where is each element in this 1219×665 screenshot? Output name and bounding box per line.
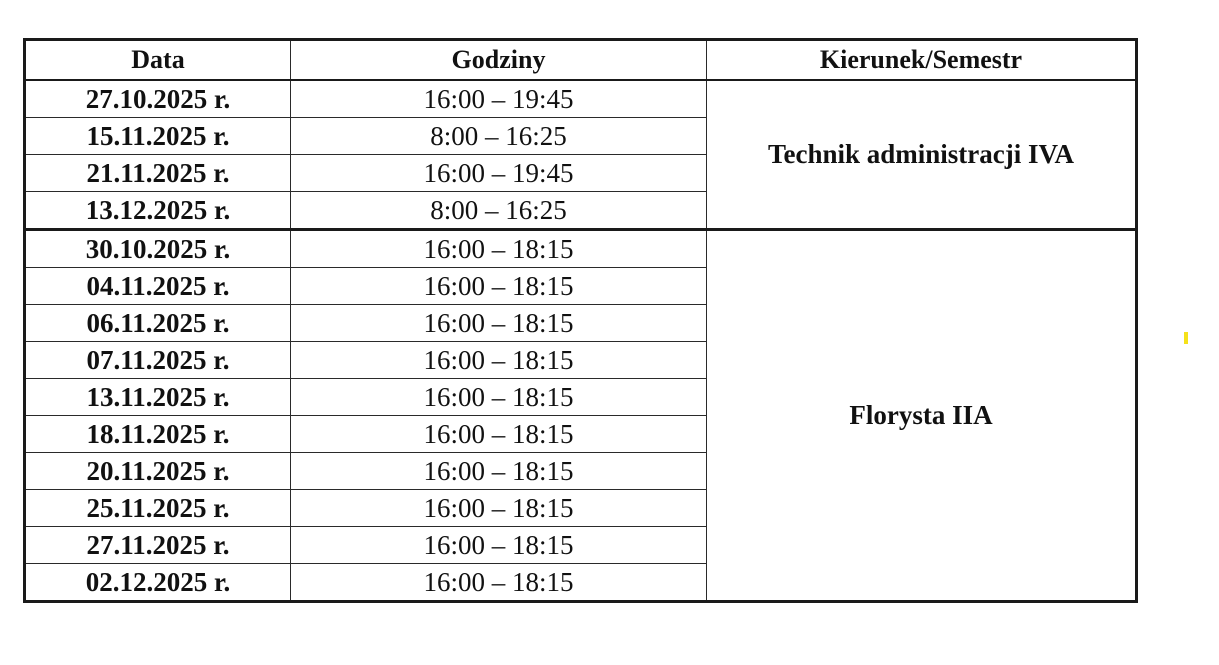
group-florysta [25, 230, 1137, 602]
table-row [25, 80, 1137, 118]
date-cell: 20.11.2025 r. [25, 453, 291, 490]
date-cell: 06.11.2025 r. [25, 305, 291, 342]
course-cell: Florysta IIA [707, 230, 1137, 602]
hours-cell: 16:00 – 19:45 [291, 155, 707, 192]
date-cell: 02.12.2025 r. [25, 564, 291, 602]
hours-cell: 16:00 – 18:15 [291, 490, 707, 527]
group-technik-administracji [25, 80, 1137, 230]
hours-cell: 16:00 – 18:15 [291, 527, 707, 564]
highlighter-mark [1184, 332, 1188, 344]
hours-cell: 16:00 – 18:15 [291, 305, 707, 342]
date-cell: 21.11.2025 r. [25, 155, 291, 192]
column-header-date: Data [25, 40, 291, 81]
date-cell: 27.11.2025 r. [25, 527, 291, 564]
date-cell: 13.11.2025 r. [25, 379, 291, 416]
date-cell: 04.11.2025 r. [25, 268, 291, 305]
hours-cell: 8:00 – 16:25 [291, 192, 707, 230]
date-cell: 13.12.2025 r. [25, 192, 291, 230]
table-header [25, 40, 1137, 81]
hours-cell: 16:00 – 18:15 [291, 342, 707, 379]
column-header-hours: Godziny [291, 40, 707, 81]
date-cell: 07.11.2025 r. [25, 342, 291, 379]
course-cell: Technik administracji IVA [707, 80, 1137, 230]
hours-cell: 16:00 – 18:15 [291, 453, 707, 490]
table-row [25, 230, 1137, 268]
hours-cell: 16:00 – 19:45 [291, 80, 707, 118]
hours-cell: 16:00 – 18:15 [291, 230, 707, 268]
date-cell: 18.11.2025 r. [25, 416, 291, 453]
schedule-table [23, 38, 1138, 603]
hours-cell: 16:00 – 18:15 [291, 564, 707, 602]
hours-cell: 16:00 – 18:15 [291, 416, 707, 453]
column-header-course: Kierunek/Semestr [707, 40, 1137, 81]
date-cell: 25.11.2025 r. [25, 490, 291, 527]
hours-cell: 8:00 – 16:25 [291, 118, 707, 155]
hours-cell: 16:00 – 18:15 [291, 268, 707, 305]
date-cell: 15.11.2025 r. [25, 118, 291, 155]
header-row [25, 40, 1137, 81]
hours-cell: 16:00 – 18:15 [291, 379, 707, 416]
date-cell: 27.10.2025 r. [25, 80, 291, 118]
date-cell: 30.10.2025 r. [25, 230, 291, 268]
